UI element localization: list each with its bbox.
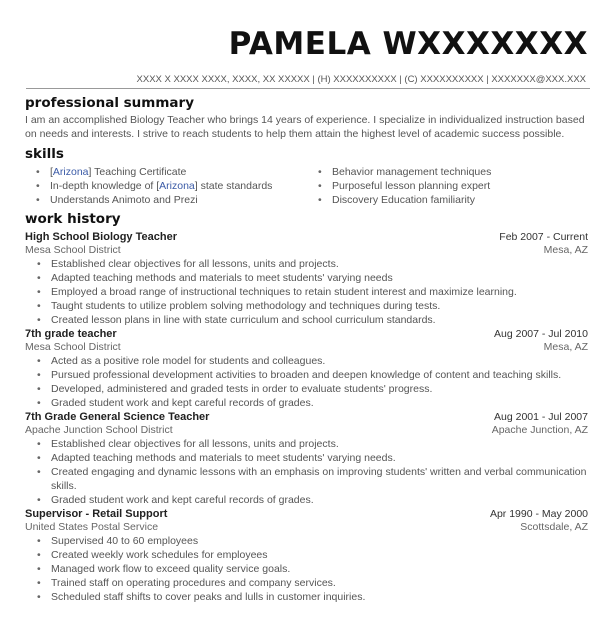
job-bullet: • Trained staff on operating procedures and company services.	[37, 576, 588, 590]
job-title: 7th Grade General Science Teacher	[25, 411, 210, 423]
job-bullet: • Developed, administered and graded tests in order to evaluate students' progress.	[37, 382, 588, 396]
resume-body	[25, 95, 588, 604]
skill-item: • Purposeful lesson planning expert	[318, 179, 491, 193]
job-employer: United States Postal Service	[25, 521, 159, 533]
job-title: High School Biology Teacher	[25, 231, 177, 243]
job-bullet: • Managed work flow to exceed quality service goals.	[37, 562, 588, 576]
highlighted-term: Arizona	[159, 180, 195, 192]
job-entry	[25, 507, 588, 604]
skill-item: • In-depth knowledge of [Arizona] state standards	[36, 179, 318, 193]
job-bullet: • Graded student work and kept careful records of grades.	[37, 493, 588, 507]
summary-text: I am an accomplished Biology Teacher who brings 14 years of experience. I specialize in individualized instruction based on needs and interests. I strive to reach students to help them attain the highest level of academic success possible.	[25, 114, 585, 140]
job-bullet: • Scheduled staff shifts to cover peaks and lulls in customer inquiries.	[37, 590, 588, 604]
header-divider	[26, 88, 590, 89]
skill-item: • Behavior management techniques	[318, 165, 491, 179]
job-dates: Aug 2001 - Jul 2007	[494, 411, 588, 423]
job-bullet: • Employed a broad range of instructional techniques to retain student interest and maximize learning.	[37, 285, 588, 299]
skills-heading: skills	[25, 146, 64, 162]
job-bullet: • Established clear objectives for all lessons, units and projects.	[37, 257, 588, 271]
job-dates: Feb 2007 - Current	[499, 231, 588, 243]
job-bullet: • Acted as a positive role model for students and colleagues.	[37, 354, 588, 368]
job-employer: Apache Junction School District	[25, 424, 173, 436]
job-entry	[25, 327, 588, 410]
job-title: Supervisor - Retail Support	[25, 508, 168, 520]
job-entry	[25, 230, 588, 327]
job-bullet: • Established clear objectives for all lessons, units and projects.	[37, 437, 588, 451]
job-bullet: • Supervised 40 to 60 employees	[37, 534, 588, 548]
job-employer: Mesa School District	[25, 341, 121, 353]
job-bullet: • Created lesson plans in line with state curriculum and school curriculum standards.	[37, 313, 588, 327]
job-location: Mesa, AZ	[543, 341, 588, 353]
summary-heading: professional summary	[25, 95, 194, 111]
work-history-heading: work history	[25, 211, 121, 227]
job-entry	[25, 410, 588, 507]
job-dates: Aug 2007 - Jul 2010	[494, 328, 588, 340]
job-title: 7th grade teacher	[25, 328, 117, 340]
job-bullet: • Adapted teaching methods and materials to meet students' varying needs	[37, 271, 588, 285]
job-location: Mesa, AZ	[543, 244, 588, 256]
skill-item: • Understands Animoto and Prezi	[36, 193, 318, 207]
job-bullet: • Created weekly work schedules for employees	[37, 548, 588, 562]
skills-right-column	[318, 165, 491, 207]
contact-line: XXXX X XXXX XXXX, XXXX, XX XXXXX | (H) XXXXXXXXXX | (C) XXXXXXXXXX | XXXXXXX@XXX.XXX	[136, 74, 586, 85]
job-bullet: • Taught students to utilize problem solving methodology and techniques during tests.	[37, 299, 588, 313]
job-employer: Mesa School District	[25, 244, 121, 256]
job-bullet: • Pursued professional development activities to broaden and deepen knowledge of content and teaching skills.	[37, 368, 588, 382]
job-bullet: • Graded student work and kept careful records of grades.	[37, 396, 588, 410]
skill-item: • Discovery Education familiarity	[318, 193, 491, 207]
skill-item: • [Arizona] Teaching Certificate	[36, 165, 318, 179]
job-bullet: • Adapted teaching methods and materials to meet students' varying needs.	[37, 451, 588, 465]
job-bullet: • Created engaging and dynamic lessons with an emphasis on improving students' written and verbal communication skills.	[37, 465, 588, 493]
highlighted-term: Arizona	[52, 166, 89, 178]
job-location: Apache Junction, AZ	[491, 424, 588, 436]
skills-list	[25, 165, 588, 207]
candidate-name: PAMELA WXXXXXXX	[228, 26, 588, 62]
skills-left-column	[36, 165, 318, 207]
job-location: Scottsdale, AZ	[520, 521, 588, 533]
job-dates: Apr 1990 - May 2000	[489, 508, 588, 520]
